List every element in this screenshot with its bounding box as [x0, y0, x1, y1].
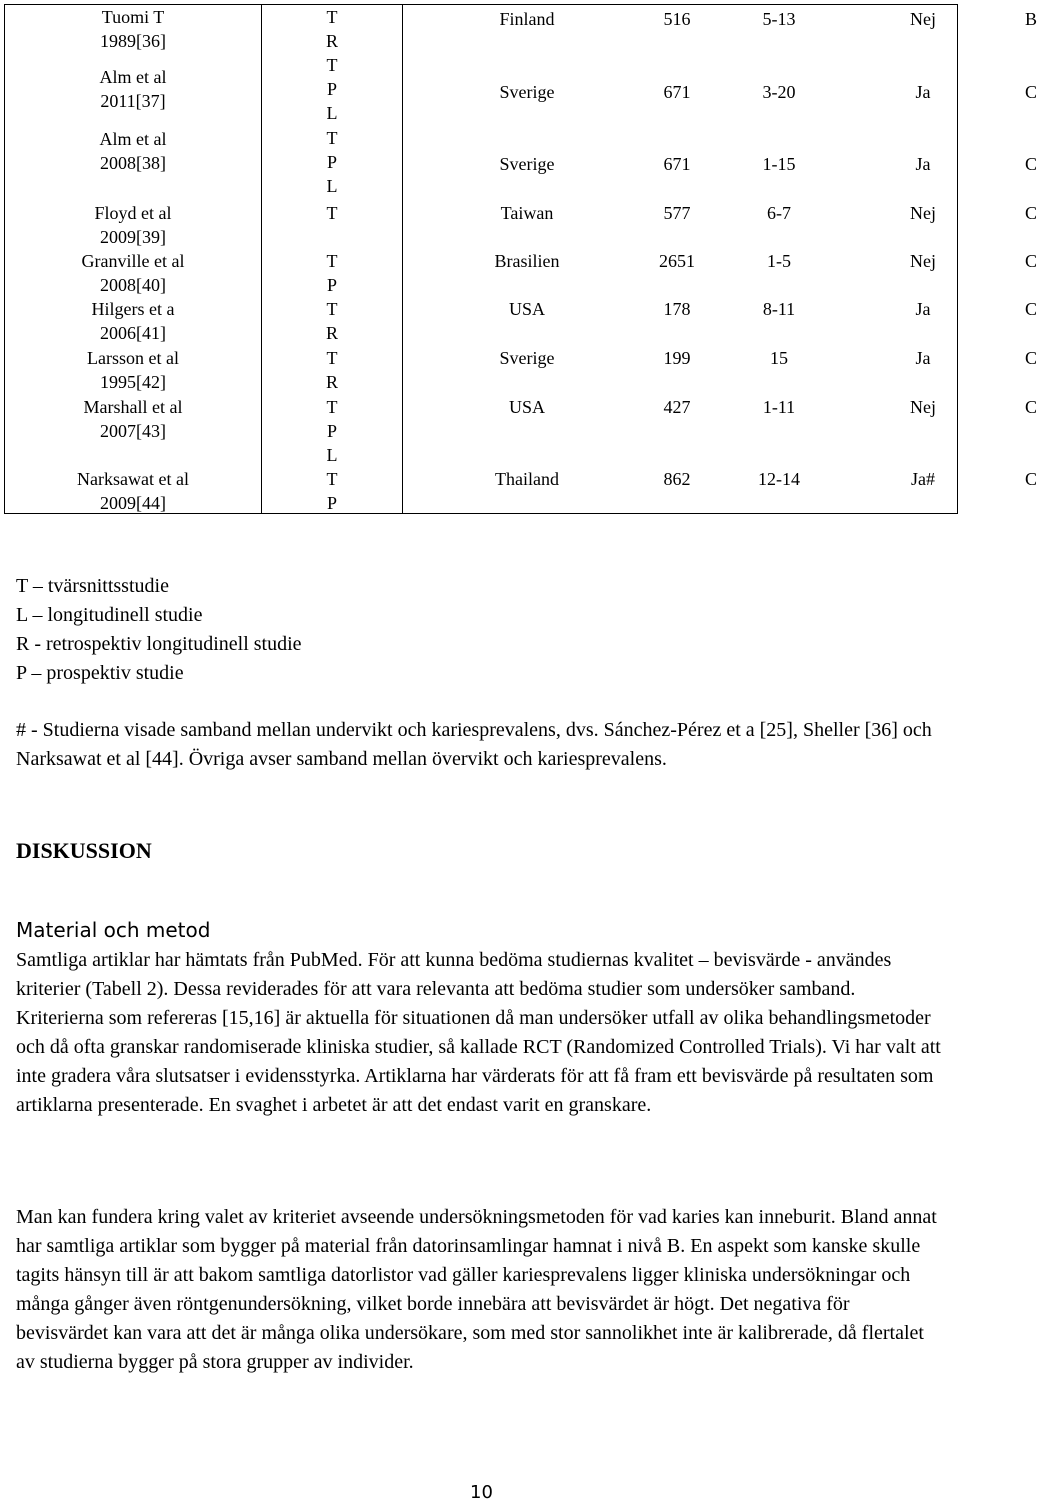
- study-author: Alm et al: [99, 129, 167, 149]
- cell-sample-size: 671: [663, 82, 691, 102]
- design-letter: P: [326, 79, 337, 99]
- study-entry: [5, 249, 261, 297]
- legend-item-p: P – prospektiv studie: [16, 662, 184, 684]
- design-letter: L: [326, 176, 338, 196]
- cell-country: Sverige: [499, 82, 555, 102]
- cell-association: Ja: [915, 299, 931, 319]
- table-row: [403, 7, 1037, 31]
- cell-association: Ja: [915, 348, 931, 368]
- design-letter: R: [325, 372, 338, 392]
- legend-item-r: R - retrospektiv longitudinell studie: [16, 633, 302, 655]
- cell-age-range: 3-20: [762, 82, 796, 102]
- design-list: [262, 5, 402, 513]
- design-letter: P: [326, 421, 337, 441]
- cell-country: Taiwan: [500, 203, 554, 223]
- study-entry: [5, 346, 261, 394]
- section-heading: DISKUSSION: [16, 838, 152, 863]
- cell-association: Ja: [915, 154, 931, 174]
- study-author: Floyd et al: [94, 203, 172, 223]
- data-column: [403, 5, 1037, 514]
- design-legend: [16, 572, 302, 688]
- cell-association: Nej: [910, 251, 936, 271]
- design-letter: R: [325, 323, 338, 343]
- study-reference: 2007[43]: [100, 421, 166, 441]
- study-reference: 1989[36]: [100, 31, 166, 51]
- study-entry: [5, 65, 261, 113]
- cell-country: Brasilien: [494, 251, 560, 271]
- cell-association: Ja: [915, 82, 931, 102]
- design-letter: T: [326, 203, 338, 223]
- table-row: [403, 152, 1037, 176]
- study-reference: 2006[41]: [100, 323, 166, 343]
- cell-evidence-grade: B: [1024, 9, 1037, 29]
- cell-sample-size: 862: [663, 469, 691, 489]
- cell-association: Nej: [910, 203, 936, 223]
- cell-country: Sverige: [499, 154, 555, 174]
- study-entry: [5, 127, 261, 175]
- study-author: Marshall et al: [83, 397, 183, 417]
- design-letter: T: [326, 348, 338, 368]
- paragraph-criteria: Man kan fundera kring valet av kriteriet avseende undersökningsmetoden för vad karies kan inneburit. Bland annat har samtliga artiklar som bygger på material från datorinsamlingar hamnat i nivå B. En aspekt som kanske skulle tagits hänsyn till är att bakom samtliga datorlistor vad gäller kariesprevalens ligger kliniska undersökningar och många gånger även röntgenundersökning, vilket borde innebära att bevisvärdet är högt. Det negativa för bevisvärdet kan vara att det är många olika undersökare, som med stor sannolikhet inte är kalibrerade, då flertalet av studierna bygger på stora grupper av individer.: [16, 1206, 937, 1373]
- design-letter: L: [326, 103, 338, 123]
- design-letter: T: [326, 469, 338, 489]
- cell-age-range: 1-11: [762, 397, 796, 417]
- design-letter: T: [326, 397, 338, 417]
- study-author: Granville et al: [81, 251, 185, 271]
- study-entry: [5, 297, 261, 345]
- study-reference: 2009[39]: [100, 227, 166, 247]
- design-letter: T: [326, 128, 338, 148]
- study-entry: [5, 395, 261, 443]
- cell-country: USA: [508, 299, 545, 319]
- study-author: Hilgers et a: [91, 299, 175, 319]
- paragraph-methods: Samtliga artiklar har hämtats från PubMed. För att kunna bedöma studiernas kvalitet – bevisvärde - användes kriterier (Tabell 2). Dessa reviderades för att vara relevanta att bedöma studier som undersöker samband. Kriterierna som refereras [15,16] är aktuella för situationen då man undersöker utfall av olika behandlingsmetoder och då ofta granskar randomiserade kliniska studier, så kallade RCT (Randomized Controlled Trials). Vi har valt att inte gradera våra slutsatser i evidensstyrka. Artiklarna har värderats för att få fram ett bevisvärde på resultaten som artiklarna presenterade. En svaghet i arbetet är att det endast varit en granskare.: [16, 949, 941, 1116]
- cell-sample-size: 516: [663, 9, 691, 29]
- design-letter: T: [326, 299, 338, 319]
- design-letter: T: [326, 7, 338, 27]
- study-reference: 2008[38]: [100, 153, 166, 173]
- design-column: [262, 5, 403, 514]
- cell-country: Sverige: [499, 348, 555, 368]
- design-letter: P: [326, 493, 337, 513]
- cell-country: USA: [508, 397, 545, 417]
- cell-age-range: 5-13: [762, 9, 796, 29]
- cell-sample-size: 2651: [659, 251, 695, 271]
- design-letter: P: [326, 152, 337, 172]
- design-letter: T: [326, 55, 338, 75]
- design-letter: L: [326, 445, 338, 465]
- page-number: 10: [470, 1482, 493, 1503]
- table-row: [403, 249, 1037, 273]
- cell-country: Finland: [499, 9, 555, 29]
- cell-association: Nej: [910, 397, 936, 417]
- cell-age-range: 15: [770, 348, 788, 368]
- cell-evidence-grade: C: [1024, 203, 1037, 223]
- table-row: [403, 80, 1037, 104]
- cell-evidence-grade: C: [1024, 154, 1037, 174]
- cell-evidence-grade: C: [1024, 82, 1037, 102]
- legend-item-l: L – longitudinell studie: [16, 604, 203, 626]
- table-row: [403, 297, 1037, 321]
- cell-sample-size: 671: [663, 154, 691, 174]
- cell-age-range: 1-15: [762, 154, 796, 174]
- study-column: [5, 5, 262, 514]
- study-author: Tuomi T: [101, 7, 165, 27]
- cell-evidence-grade: C: [1024, 469, 1037, 489]
- study-author: Narksawat et al: [77, 469, 189, 489]
- table-row: [403, 395, 1037, 419]
- table-footnote: # - Studierna visade samband mellan undervikt och kariesprevalens, dvs. Sánchez-Pérez et a [25], Sheller [36] och Narksawat et al [44]. Övriga avser samband mellan övervikt och kariesprevalens.: [16, 719, 932, 770]
- table-row: [403, 201, 1037, 225]
- study-reference: 1995[42]: [100, 372, 166, 392]
- results-table: [4, 4, 1037, 514]
- cell-country: Thailand: [495, 469, 559, 489]
- cell-evidence-grade: C: [1024, 397, 1037, 417]
- subsection-heading: Material och metod: [16, 918, 211, 942]
- table-row: [403, 467, 1037, 491]
- cell-sample-size: 427: [663, 397, 691, 417]
- cell-age-range: 1-5: [767, 251, 791, 271]
- study-entry: [5, 467, 261, 515]
- study-author: Alm et al: [99, 67, 167, 87]
- cell-sample-size: 577: [663, 203, 691, 223]
- study-reference: 2009[44]: [100, 493, 166, 513]
- design-letter: P: [326, 275, 337, 295]
- cell-sample-size: 178: [663, 299, 691, 319]
- cell-evidence-grade: C: [1024, 251, 1037, 271]
- study-reference: 2008[40]: [100, 275, 166, 295]
- cell-association: Ja#: [911, 469, 935, 489]
- study-author: Larsson et al: [87, 348, 179, 368]
- cell-age-range: 6-7: [767, 203, 791, 223]
- cell-evidence-grade: C: [1024, 299, 1037, 319]
- legend-item-t: T – tvärsnittsstudie: [16, 575, 169, 597]
- design-letter: R: [325, 31, 338, 51]
- study-reference: 2011[37]: [100, 91, 166, 111]
- data-rows: [403, 5, 1037, 513]
- cell-association: Nej: [910, 9, 936, 29]
- cell-sample-size: 199: [663, 348, 691, 368]
- cell-age-range: 8-11: [762, 299, 796, 319]
- study-entry: [5, 5, 261, 53]
- cell-age-range: 12-14: [758, 469, 800, 489]
- cell-evidence-grade: C: [1024, 348, 1037, 368]
- study-entry: [5, 201, 261, 249]
- design-letter: T: [326, 251, 338, 271]
- study-list: [5, 5, 261, 513]
- table-row: [403, 346, 1037, 370]
